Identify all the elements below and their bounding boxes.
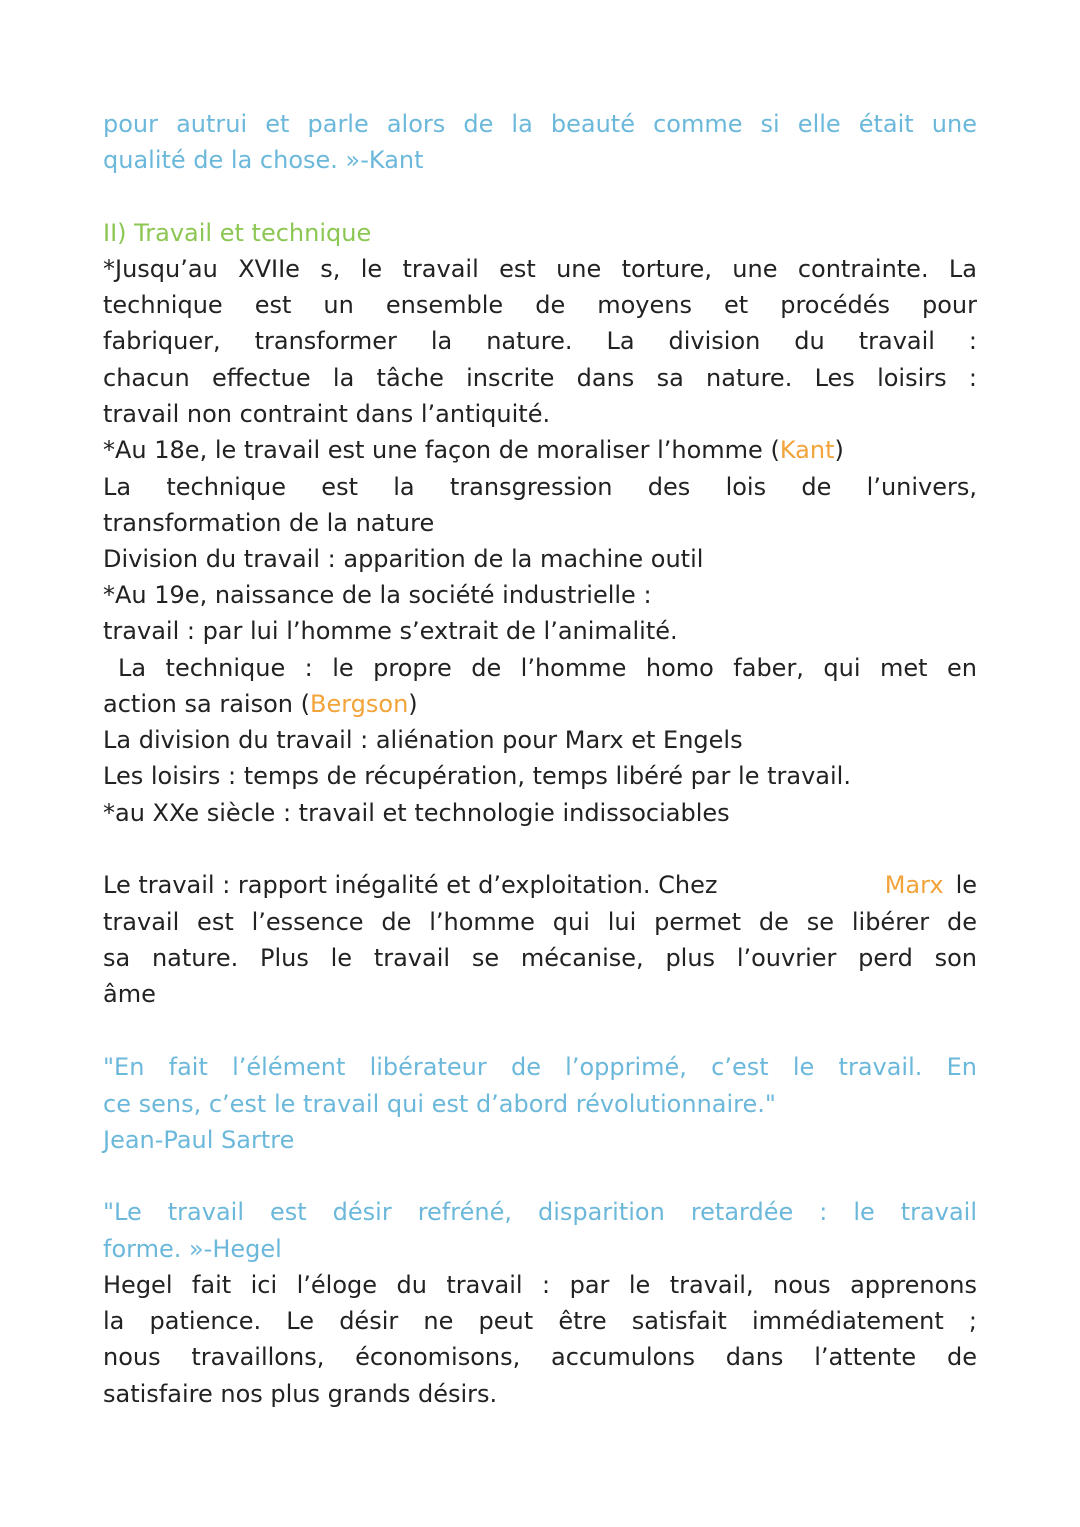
section2-line-8: transformation de la nature <box>103 509 435 537</box>
section2-line-2: technique est un ensemble de moyens et procédés pour <box>103 291 977 319</box>
section2-line-1: *Jusqu’au XVIIe s, le travail est une torture, une contrainte. La <box>103 255 977 283</box>
hegel-comment-line-3: nous travaillons, économisons, accumulons dans l’attente de <box>103 1343 977 1371</box>
section2-line-12: La technique : le propre de l’homme homo faber, qui met en <box>118 654 977 682</box>
kant-quote-line-1: pour autrui et parle alors de la beauté comme si elle était une <box>103 110 977 138</box>
marx-line-1-text: Le travail : rapport inégalité et d’exploitation. Chez <box>103 871 718 899</box>
section2-line-13-close: ) <box>408 690 418 718</box>
marx-line-3: sa nature. Plus le travail se mécanise, plus l’ouvrier perd son <box>103 944 977 972</box>
section2-line-7: La technique est la transgression des lois de l’univers, <box>103 473 977 501</box>
kant-quote-line-2: qualité de la chose. »-Kant <box>103 146 424 174</box>
philosopher-name-kant: Kant <box>779 436 835 464</box>
philosopher-name-bergson: Bergson <box>309 690 409 718</box>
section2-line-14: La division du travail : aliénation pour Marx et Engels <box>103 726 743 754</box>
section2-line-13-text: action sa raison ( <box>103 690 310 718</box>
section2-line-5: travail non contraint dans l’antiquité. <box>103 400 551 428</box>
section2-line-9: Division du travail : apparition de la machine outil <box>103 545 704 573</box>
hegel-comment-line-4: satisfaire nos plus grands désirs. <box>103 1380 498 1408</box>
section2-line-13 <box>103 686 977 722</box>
hegel-quote-line-1: "Le travail est désir refréné, disparition retardée : le travail <box>103 1198 977 1226</box>
hegel-comment-line-1: Hegel fait ici l’éloge du travail : par le travail, nous apprenons <box>103 1271 977 1299</box>
marx-line-1-tail <box>885 867 977 903</box>
section2-line-4: chacun effectue la tâche inscrite dans sa nature. Les loisirs : <box>103 364 977 392</box>
section2-line-6-text: *Au 18e, le travail est une façon de moraliser l’homme ( <box>103 436 780 464</box>
marx-line-1-end: le <box>955 871 977 899</box>
sartre-quote-line-2: ce sens, c’est le travail qui est d’abord révolutionnaire." <box>103 1090 776 1118</box>
section2-line-6 <box>103 432 977 468</box>
section2-line-6-close: ) <box>834 436 844 464</box>
philosopher-name-marx: Marx <box>884 871 944 899</box>
sartre-quote-line-1: "En fait l’élément libérateur de l’opprimé, c’est le travail. En <box>103 1053 977 1081</box>
section-heading: II) Travail et technique <box>103 219 372 247</box>
marx-line-2: travail est l’essence de l’homme qui lui permet de se libérer de <box>103 908 977 936</box>
hegel-quote-line-2: forme. »-Hegel <box>103 1235 282 1263</box>
section2-line-3: fabriquer, transformer la nature. La division du travail : <box>103 327 977 355</box>
section2-line-11: travail : par lui l’homme s’extrait de l’animalité. <box>103 617 678 645</box>
sartre-author: Jean-Paul Sartre <box>103 1126 295 1154</box>
section2-line-16: *au XXe siècle : travail et technologie indissociables <box>103 799 730 827</box>
hegel-comment-line-2: la patience. Le désir ne peut être satisfait immédiatement ; <box>103 1307 977 1335</box>
marx-line-1 <box>103 867 977 903</box>
section2-line-15: Les loisirs : temps de récupération, temps libéré par le travail. <box>103 762 851 790</box>
marx-line-4: âme <box>103 980 156 1008</box>
section2-line-10: *Au 19e, naissance de la société industrielle : <box>103 581 652 609</box>
